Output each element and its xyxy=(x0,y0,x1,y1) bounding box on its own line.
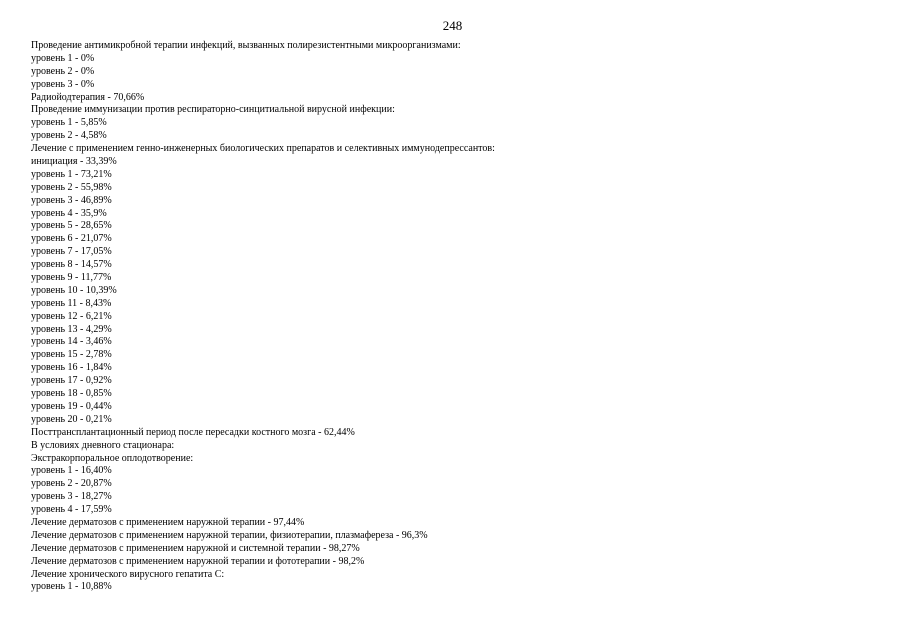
text-line: уровень 13 - 4,29% xyxy=(31,323,112,335)
text-line: уровень 11 - 8,43% xyxy=(31,297,112,309)
text-line: уровень 1 - 10,88% xyxy=(31,581,112,593)
text-line: уровень 9 - 11,77% xyxy=(31,272,112,284)
text-line: инициация - 33,39% xyxy=(31,156,117,168)
page-number: 248 xyxy=(442,18,463,33)
text-line: Экстракорпоральное оплодотворение: xyxy=(31,452,194,464)
text-line: уровень 2 - 55,98% xyxy=(31,181,112,193)
text-line: уровень 18 - 0,85% xyxy=(31,388,112,400)
text-line: уровень 2 - 20,87% xyxy=(31,478,112,490)
text-line: Лечение с применением генно-инженерных биологических препаратов и селективных иммунодепрессантов: xyxy=(31,143,495,155)
text-line: уровень 1 - 5,85% xyxy=(31,117,107,129)
text-line: уровень 16 - 1,84% xyxy=(31,362,112,374)
text-line: Лечение дерматозов с применением наружной терапии - 97,44% xyxy=(31,516,305,528)
text-line: Лечение дерматозов с применением наружной и системной терапии - 98,27% xyxy=(31,542,360,554)
text-line: Посттрансплантационный период после пересадки костного мозга - 62,44% xyxy=(31,426,355,438)
text-line: уровень 14 - 3,46% xyxy=(31,336,112,348)
text-line: уровень 20 - 0,21% xyxy=(31,413,112,425)
text-line: уровень 3 - 46,89% xyxy=(31,194,112,206)
text-line: уровень 19 - 0,44% xyxy=(31,400,112,412)
text-line: Проведение антимикробной терапии инфекций, вызванных полирезистентными микроорганизмами: xyxy=(31,40,461,51)
text-line: уровень 6 - 21,07% xyxy=(31,233,112,245)
text-line: уровень 12 - 6,21% xyxy=(31,310,112,322)
text-line: уровень 3 - 18,27% xyxy=(31,491,112,503)
document-body xyxy=(31,40,891,594)
text-line: уровень 17 - 0,92% xyxy=(31,375,112,387)
text-line: Лечение дерматозов с применением наружной терапии, физиотерапии, плазмафереза - 96,3% xyxy=(31,529,428,541)
text-line: уровень 1 - 73,21% xyxy=(31,168,112,180)
text-line: уровень 8 - 14,57% xyxy=(31,259,112,271)
text-line: уровень 2 - 4,58% xyxy=(31,130,107,142)
text-line: Лечение дерматозов с применением наружной терапии и фототерапии - 98,2% xyxy=(31,555,365,567)
text-line: Проведение иммунизации против респираторно-синцитиальной вирусной инфекции: xyxy=(31,104,395,116)
text-line: уровень 4 - 17,59% xyxy=(31,504,112,516)
text-line: Радиойодтерапия - 70,66% xyxy=(31,91,145,103)
text-line: уровень 4 - 35,9% xyxy=(31,207,107,219)
text-line: уровень 1 - 0% xyxy=(31,52,95,64)
text-line: уровень 1 - 16,40% xyxy=(31,465,112,477)
text-line: В условиях дневного стационара: xyxy=(31,439,175,451)
text-line: уровень 15 - 2,78% xyxy=(31,349,112,361)
text-line: уровень 7 - 17,05% xyxy=(31,246,112,258)
text-line: уровень 3 - 0% xyxy=(31,78,95,90)
text-line: Лечение хронического вирусного гепатита С: xyxy=(31,568,225,580)
text-line: уровень 2 - 0% xyxy=(31,65,95,77)
text-line: уровень 5 - 28,65% xyxy=(31,220,112,232)
text-line: уровень 10 - 10,39% xyxy=(31,284,117,296)
